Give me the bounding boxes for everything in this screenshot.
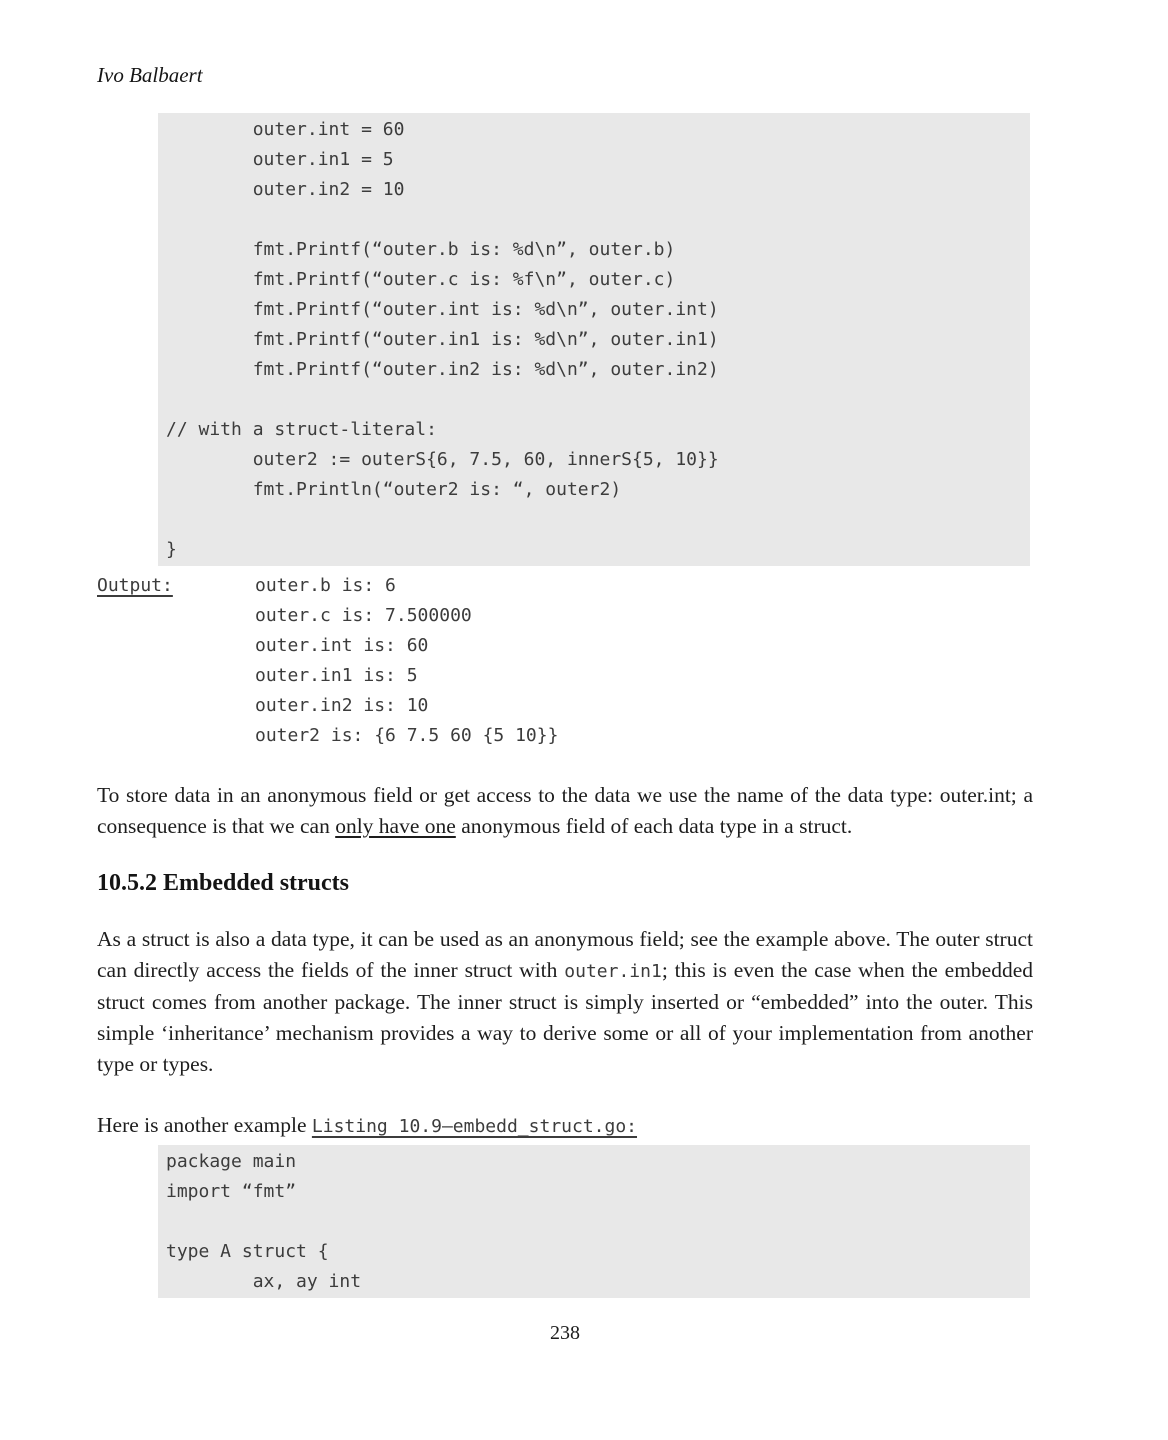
underlined-phrase: only have one bbox=[335, 814, 456, 838]
code-line: type A struct { bbox=[166, 1241, 329, 1262]
paragraph-text-before: To store data in an anonymous field or get access to the data we use the name of the data type: outer.int; a consequence is that we can bbox=[97, 783, 1033, 838]
code-line bbox=[166, 505, 1020, 535]
code-line: fmt.Printf(“outer.in2 is: %d\n”, outer.in2) bbox=[166, 359, 719, 380]
paragraph-embedded-structs bbox=[97, 924, 1033, 1080]
code-line: // with a struct-literal: bbox=[166, 419, 437, 440]
inline-code-outer-in1: outer.in1 bbox=[564, 961, 662, 982]
code-line: outer.int is: 60 bbox=[255, 635, 429, 656]
paragraph-text-before: As a struct is also a data type, it can be used as an anonymous field; see the example above. The outer struct can directly access the fields of the inner struct with bbox=[97, 927, 1033, 982]
code-listing-main-body bbox=[158, 113, 1030, 566]
code-line bbox=[166, 385, 1020, 415]
book-page bbox=[97, 0, 1033, 1345]
code-line: outer.in2 is: 10 bbox=[255, 695, 429, 716]
code-line: outer.in1 is: 5 bbox=[255, 665, 418, 686]
code-line: } bbox=[166, 539, 177, 560]
output-label-column bbox=[97, 571, 255, 601]
code-line: fmt.Printf(“outer.c is: %f\n”, outer.c) bbox=[166, 269, 676, 290]
output-section bbox=[97, 571, 1033, 751]
code-line: outer2 is: {6 7.5 60 {5 10}} bbox=[255, 725, 559, 746]
code-line: fmt.Printf(“outer.int is: %d\n”, outer.int) bbox=[166, 299, 719, 320]
paragraph-text-after: anonymous field of each data type in a struct. bbox=[455, 814, 853, 838]
code-line: outer.in2 = 10 bbox=[166, 179, 405, 200]
example-intro-line bbox=[97, 1110, 1033, 1142]
code-line: fmt.Println(“outer2 is: “, outer2) bbox=[166, 479, 622, 500]
code-line bbox=[166, 1207, 1020, 1237]
code-line: outer2 := outerS{6, 7.5, 60, innerS{5, 10}} bbox=[166, 449, 719, 470]
page-number: 238 bbox=[550, 1322, 580, 1344]
section-heading: 10.5.2 Embedded structs bbox=[97, 870, 350, 896]
paragraph-text-after: ; this is even the case when the embedded struct comes from another package. The inner struct is simply inserted or “embedded” into the outer. This simple ‘inheritance’ mechanism provides a way to derive some or all of your implementation from another type or types. bbox=[97, 958, 1034, 1076]
code-line bbox=[166, 205, 1020, 235]
example-intro-text: Here is another example bbox=[97, 1113, 312, 1137]
code-line: ax, ay int bbox=[166, 1271, 362, 1292]
program-output-lines bbox=[255, 571, 558, 751]
code-line: outer.int = 60 bbox=[166, 119, 405, 140]
listing-reference: Listing 10.9—embedd_struct.go: bbox=[311, 1116, 638, 1137]
code-line: import “fmt” bbox=[166, 1181, 297, 1202]
output-label: Output: bbox=[97, 575, 173, 596]
paragraph-anonymous-field bbox=[97, 780, 1033, 842]
code-line: outer.b is: 6 bbox=[255, 575, 396, 596]
code-listing-embedd-struct bbox=[158, 1145, 1030, 1298]
code-line: outer.in1 = 5 bbox=[166, 149, 394, 170]
code-line: package main bbox=[166, 1151, 297, 1172]
code-line: fmt.Printf(“outer.b is: %d\n”, outer.b) bbox=[166, 239, 676, 260]
running-header-author: Ivo Balbaert bbox=[97, 63, 203, 87]
code-line: outer.c is: 7.500000 bbox=[255, 605, 472, 626]
code-line: fmt.Printf(“outer.in1 is: %d\n”, outer.in1) bbox=[166, 329, 719, 350]
